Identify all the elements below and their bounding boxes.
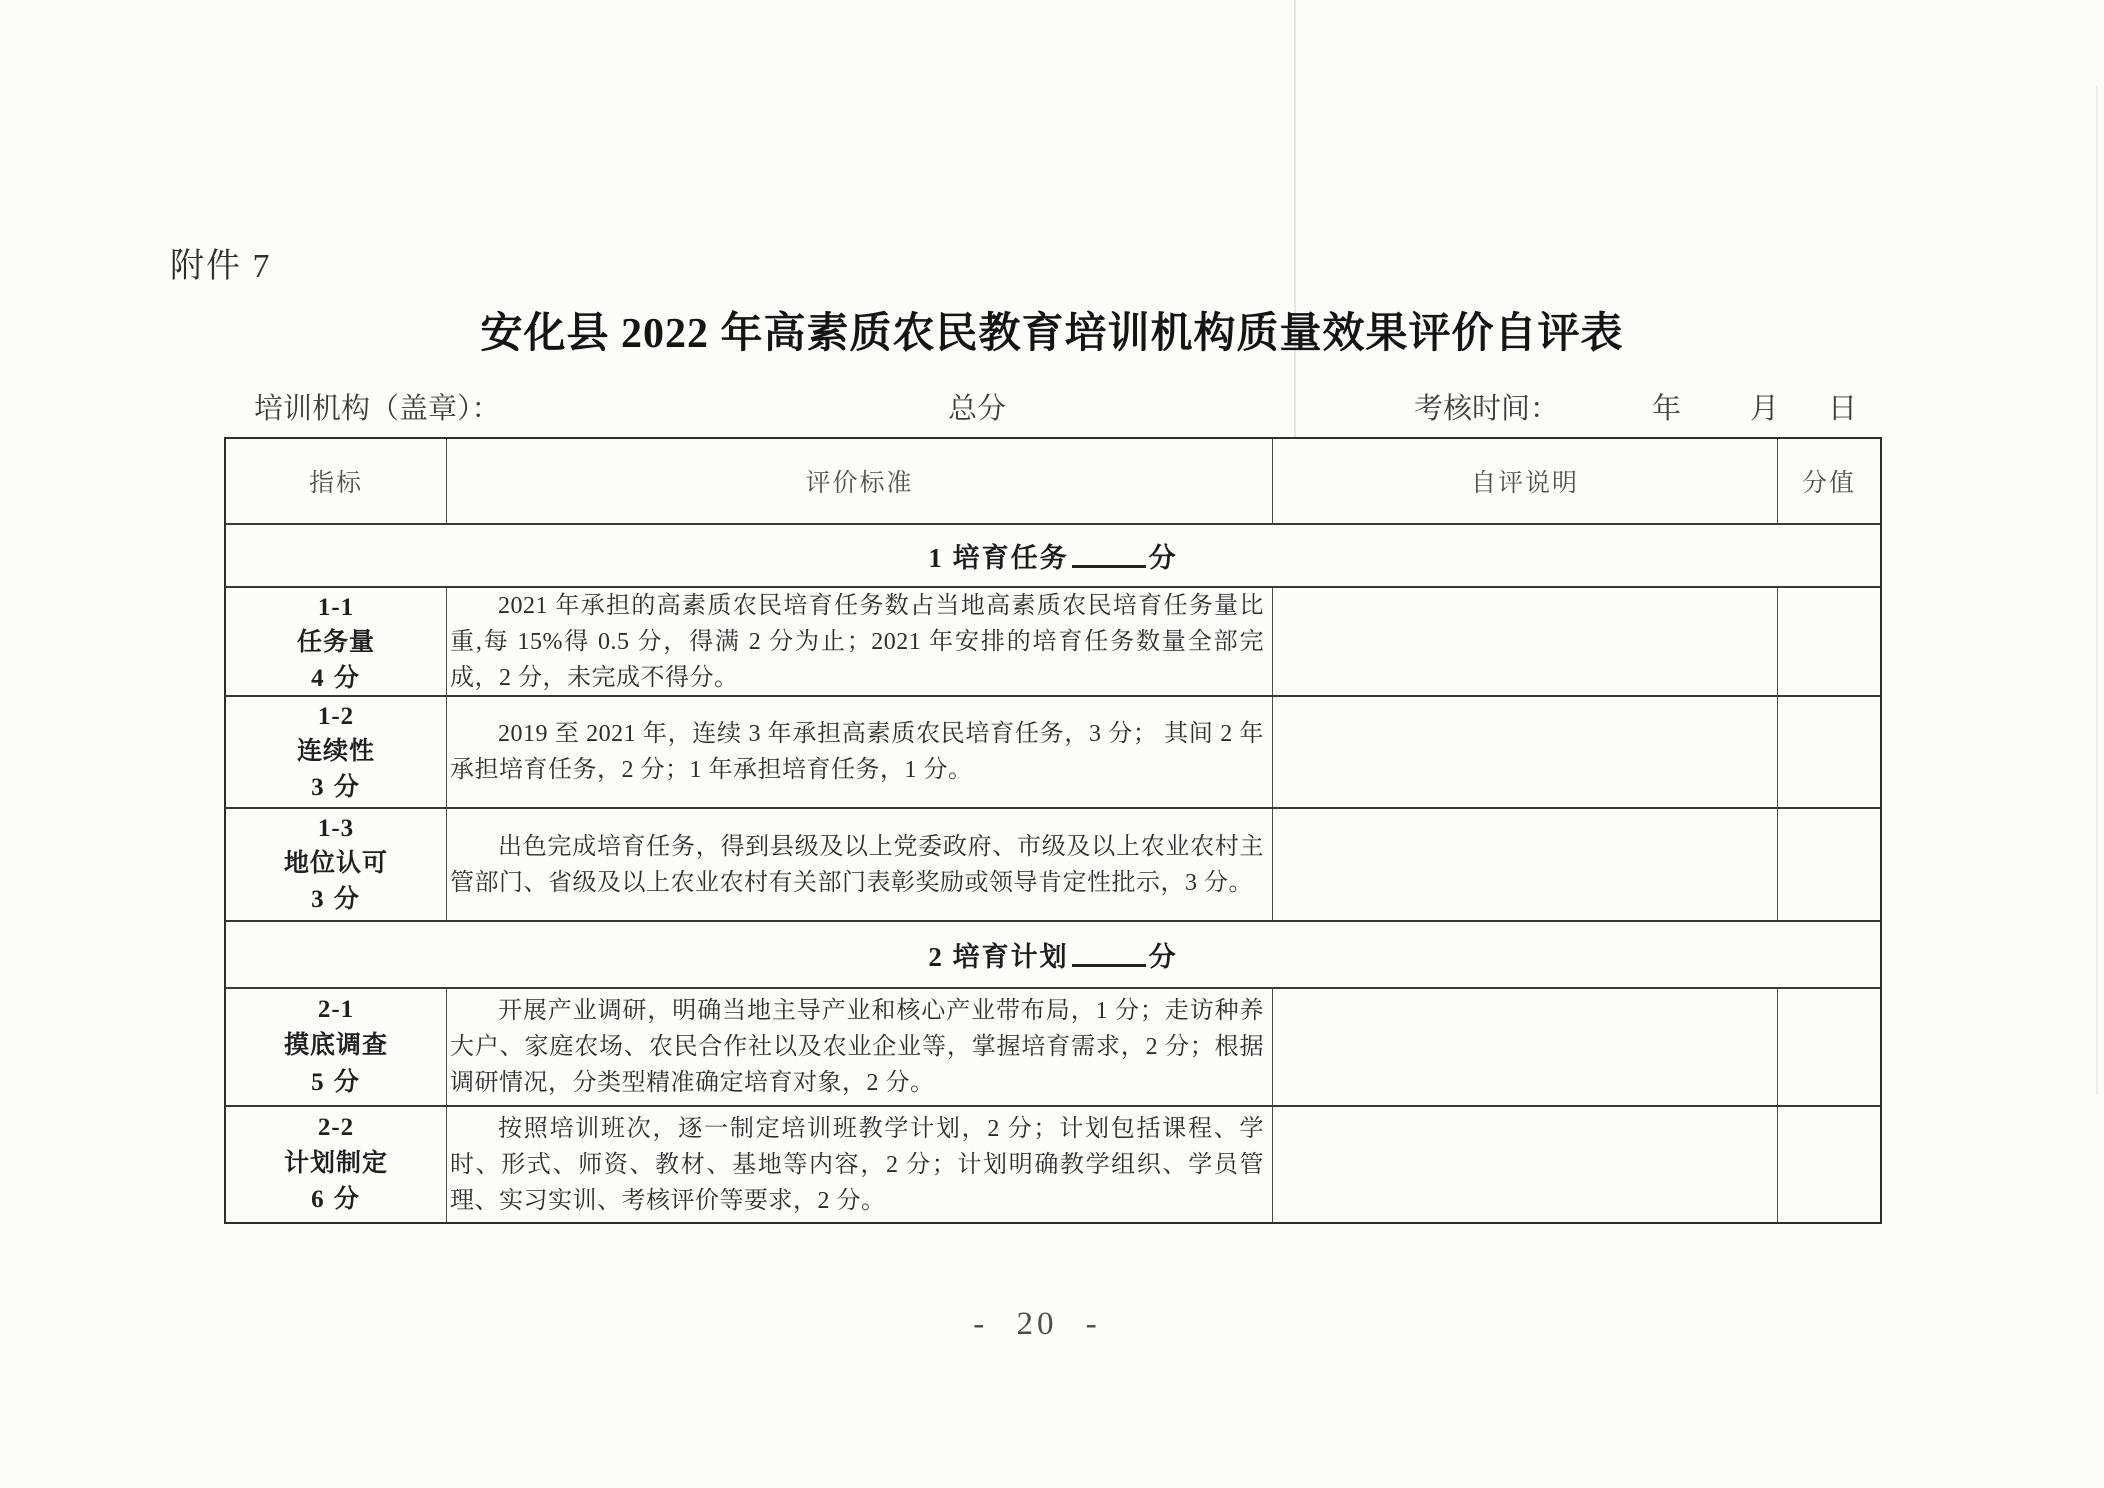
indicator-score: 5 分 (311, 1069, 361, 1096)
section-heading-row-2 (226, 922, 1880, 989)
indicator-name: 计划制定 (283, 1149, 388, 1177)
table-row (226, 588, 1880, 697)
points-cell (1778, 697, 1880, 807)
criteria-text: 2021 年承担的高素质农民培育任务数占当地高素质农民培育任务量比重,每 15%得 0.5 分，得满 2 分为止；2021 年安排的培育任务数量全部完成，2 分，未完成不得分。 (450, 592, 1264, 691)
points-cell (1778, 809, 1880, 920)
criteria-cell (447, 809, 1273, 920)
day-label: 日 (1828, 393, 1858, 425)
indicator-cell (226, 588, 447, 695)
points-cell (1778, 1107, 1880, 1222)
table-row (226, 1107, 1880, 1222)
indicator-score: 3 分 (311, 886, 361, 913)
indicator-score: 3 分 (311, 774, 361, 801)
criteria-cell (447, 588, 1273, 695)
indicator-code: 1-1 (317, 594, 355, 621)
self-eval-cell (1273, 1107, 1778, 1222)
self-eval-cell (1273, 809, 1778, 920)
score-blank-underline (1072, 963, 1146, 967)
section-heading-suffix: 分 (1148, 543, 1178, 573)
criteria-cell (447, 697, 1273, 807)
indicator-cell (226, 1107, 447, 1222)
col-header-points: 分值 (1801, 470, 1856, 497)
indicator-cell (226, 989, 447, 1105)
indicator-score: 6 分 (311, 1186, 361, 1214)
section-heading-row-1 (226, 525, 1880, 588)
criteria-cell (447, 1107, 1273, 1222)
table-row (226, 989, 1880, 1107)
year-label: 年 (1652, 393, 1682, 425)
org-stamp-label: 培训机构（盖章）： (254, 393, 501, 425)
criteria-cell (447, 989, 1273, 1105)
col-header-self-eval: 自评说明 (1273, 439, 1778, 523)
table-header-row (226, 439, 1880, 525)
criteria-text: 开展产业调研，明确当地主导产业和核心产业带布局，1 分；走访种养大户、家庭农场、农民合作社以及农业企业等，掌握培育需求，2 分；根据调研情况，分类型精准确定培育对象，2 分。 (450, 998, 1264, 1096)
month-label: 月 (1750, 393, 1780, 425)
section-heading-suffix: 分 (1148, 942, 1178, 972)
assessment-time-label: 考核时间： (1414, 393, 1560, 425)
indicator-name: 摸底调查 (283, 1032, 388, 1059)
indicator-code: 2-1 (317, 996, 355, 1023)
self-eval-cell (1273, 989, 1778, 1105)
self-eval-cell (1273, 697, 1778, 807)
criteria-text: 按照培训班次，逐一制定培训班教学计划，2 分；计划包括课程、学时、形式、师资、教材、基地等内容，2 分；计划明确教学组织、学员管理、实习实训、考核评价等要求，2 分。 (450, 1115, 1264, 1214)
indicator-code: 2-2 (317, 1113, 355, 1141)
table-row (226, 809, 1880, 922)
indicator-code: 1-3 (317, 815, 355, 842)
col-header-indicator: 指标 (226, 439, 447, 523)
indicator-name: 任务量 (296, 629, 375, 656)
section-heading-text: 1 培育任务 (928, 543, 1069, 573)
indicator-cell (226, 809, 447, 920)
scan-artifact-line (1294, 0, 1296, 437)
evaluation-table (224, 437, 1882, 1224)
criteria-text: 出色完成培育任务，得到县级及以上党委政府、市级及以上农业农村主管部门、省级及以上农业农村有关部门表彰奖励或领导肯定性批示，3 分。 (450, 833, 1264, 896)
col-header-criteria: 评价标准 (447, 439, 1273, 523)
criteria-text: 2019 至 2021 年，连续 3 年承担高素质农民培育任务，3 分； 其间 2 年承担培育任务，2 分；1 年承担培育任务，1 分。 (450, 721, 1264, 783)
total-score-label: 总分 (948, 393, 1007, 425)
page-title: 安化县 2022 年高素质农民教育培训机构质量效果评价自评表 (480, 311, 1624, 357)
table-row (226, 697, 1880, 809)
form-header-line (0, 386, 2104, 432)
section-heading (226, 922, 1880, 987)
points-cell (1778, 989, 1880, 1105)
section-heading-text: 2 培育计划 (928, 942, 1069, 972)
indicator-name: 地位认可 (283, 850, 388, 877)
section-heading (226, 525, 1880, 586)
attachment-label: 附件 7 (170, 248, 272, 285)
indicator-cell (226, 697, 447, 807)
scan-artifact-line (2096, 85, 2098, 1095)
score-blank-underline (1072, 564, 1146, 568)
indicator-score: 4 分 (311, 665, 361, 692)
indicator-code: 1-2 (317, 703, 355, 730)
indicator-name: 连续性 (296, 738, 375, 765)
self-eval-cell (1273, 588, 1778, 695)
points-cell (1778, 588, 1880, 695)
page-number: - 20 - (973, 1306, 1101, 1342)
